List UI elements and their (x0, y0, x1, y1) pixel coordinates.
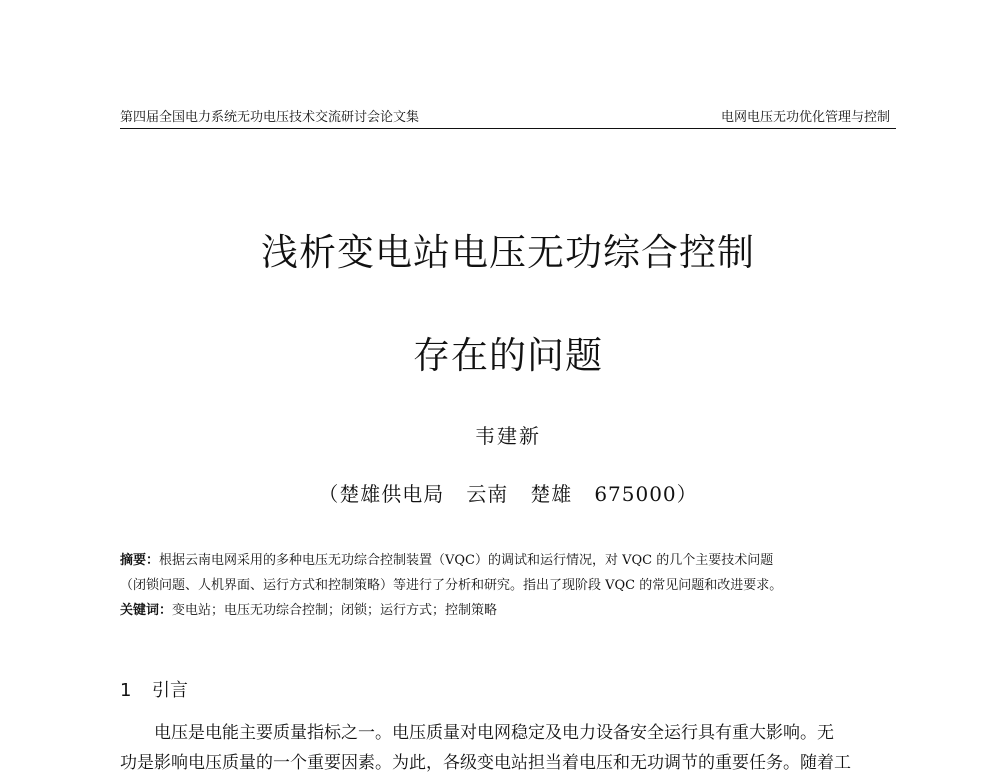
body-line-1: 电压是电能主要质量指标之一。电压质量对电网稳定及电力设备安全运行具有重大影响。无 (154, 723, 834, 743)
paper-title-line-2: 存在的问题 (413, 334, 603, 377)
affiliation-province: 云南 (466, 482, 509, 506)
abstract-label: 摘要： (120, 553, 160, 568)
section-number: 1 (120, 680, 132, 701)
paper-title-line-1: 浅析变电站电压无功综合控制 (261, 231, 755, 274)
body-paragraph (120, 718, 900, 778)
running-header (120, 106, 896, 129)
affiliation-postcode: 675000 (594, 482, 677, 506)
section-title: 电网电压无功优化管理与控制 (720, 110, 890, 125)
affiliation-org: 楚雄供电局 (339, 482, 445, 506)
abstract-line-1 (120, 548, 900, 573)
keywords-line (120, 598, 900, 623)
abstract-text-1: 根据云南电网采用的多种电压无功综合控制装置（VQC）的调试和运行情况，对 VQC 的几个主要技术问题 (159, 553, 774, 568)
affiliation-open-paren: （ (318, 482, 340, 506)
affiliation-close-paren: ） (676, 482, 698, 506)
proceedings-title: 第四届全国电力系统无功电压技术交流研讨会论文集 (120, 110, 420, 125)
abstract-block (120, 548, 900, 623)
body-line-2: 功是影响电压质量的一个重要因素。为此，各级变电站担当着电压和无功调节的重要任务。随着工 (120, 753, 851, 773)
keywords-text: 变电站；电压无功综合控制；闭锁；运行方式；控制策略 (172, 603, 498, 618)
author-affiliation (8, 478, 1000, 507)
abstract-line-2: （闭锁问题、人机界面、运行方式和控制策略）等进行了分析和研究。指出了现阶段 VQC 的常见问题和改进要求。 (120, 578, 783, 593)
affiliation-city: 楚雄 (530, 482, 573, 506)
keywords-label: 关键词： (120, 603, 173, 618)
author-name: 韦建新 (475, 424, 541, 448)
section-title-text: 引言 (152, 680, 188, 701)
section-heading (120, 676, 188, 702)
